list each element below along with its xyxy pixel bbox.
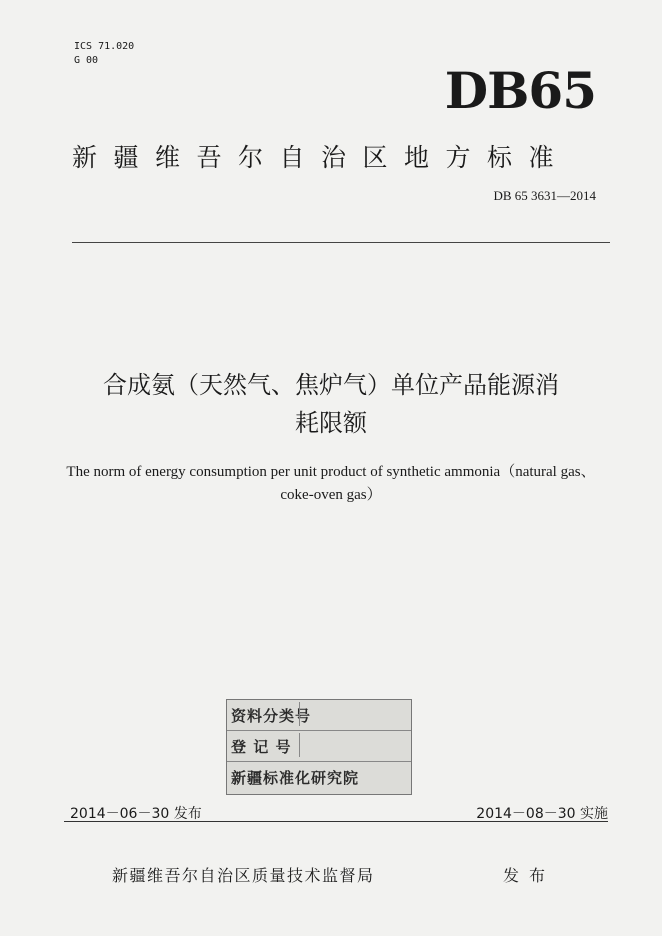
- issue-date: 2014－06－30 发布: [70, 806, 202, 822]
- standard-type: 新疆维吾尔自治区地方标准: [72, 143, 571, 172]
- implementation-date: 2014－08－30 实施: [476, 806, 608, 822]
- stamp-row-institute: [227, 762, 411, 792]
- db65-logo: DB65: [444, 61, 596, 120]
- issuing-authority: 新疆维吾尔自治区质量技术监督局: [112, 866, 375, 885]
- ics-code: ICS 71.020: [74, 41, 135, 52]
- english-title-line-2: coke-oven gas）: [280, 487, 382, 503]
- header-divider: [72, 242, 610, 243]
- stamp-registration-label: 登 记 号: [231, 738, 292, 756]
- stamp-row-classification: [227, 700, 411, 731]
- stamp-row-registration: [227, 731, 411, 762]
- chinese-title-line-2: 耗限额: [295, 409, 367, 437]
- classification-codes: [74, 40, 134, 68]
- footer-divider: [64, 821, 608, 822]
- chinese-title: [40, 366, 622, 442]
- standard-number: DB 65 3631—2014: [493, 188, 596, 203]
- issue-action: 发布: [503, 866, 556, 885]
- stamp-classification-value: [299, 702, 408, 726]
- stamp-registration-value: [299, 733, 408, 757]
- ccs-code: G 00: [74, 55, 99, 66]
- english-title: [30, 461, 632, 507]
- stamp-classification-label: 资料分类号: [231, 707, 312, 725]
- archive-stamp: [226, 699, 412, 795]
- stamp-institute-name: 新疆标准化研究院: [231, 769, 360, 787]
- english-title-line-1: The norm of energy consumption per unit product of synthetic ammonia（natural gas、: [66, 464, 596, 480]
- chinese-title-line-1: 合成氨（天然气、焦炉气）单位产品能源消: [103, 371, 559, 399]
